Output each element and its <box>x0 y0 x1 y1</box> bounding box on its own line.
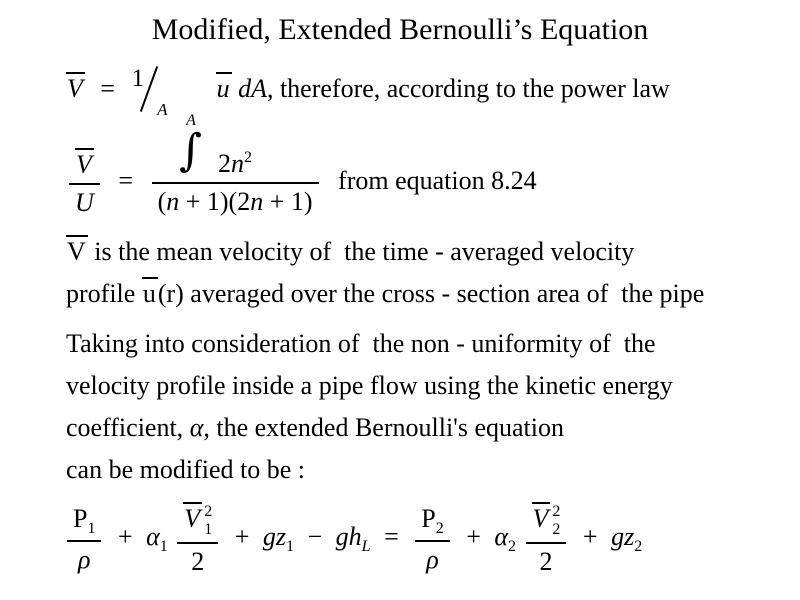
n-symbol: n <box>166 186 180 216</box>
paragraph-text: can be modified to be : <box>66 455 305 484</box>
power-law-fraction <box>152 149 319 217</box>
extended-bernoulli-equation <box>64 502 642 577</box>
fraction-numerator <box>415 504 449 542</box>
density-symbol: ρ <box>77 544 91 574</box>
fraction-denominator: 2 <box>191 546 205 576</box>
fraction-numerator <box>152 149 319 184</box>
pressure-symbol: P <box>421 503 436 533</box>
paragraph-text: Taking into consideration of the non - uniformity of the <box>66 329 656 358</box>
n-symbol: n <box>250 186 264 216</box>
minus-sign: − <box>307 522 323 552</box>
fraction-denominator: A <box>157 100 168 119</box>
paragraph-line <box>66 273 790 315</box>
gz-term-2: gz <box>611 522 635 552</box>
coefficient: 2 <box>218 149 232 178</box>
alpha-coefficient-2: α <box>494 522 509 552</box>
integral-lower-limit: A <box>186 112 196 129</box>
equation-note: from equation 8.24 <box>338 165 537 195</box>
fraction-numerator: 1 <box>131 65 145 92</box>
v-bar-symbol: V <box>184 504 201 533</box>
subscript: 2 <box>508 538 517 556</box>
differential-term: dA <box>238 73 267 103</box>
slide-title: Modified, Extended Bernoulli’s Equation <box>151 13 649 46</box>
plus-sign: + <box>582 522 598 552</box>
power-law-equation <box>66 148 537 218</box>
paren: + 1) <box>263 186 313 216</box>
sup-sub-stack <box>552 503 560 538</box>
gz-term-1: gz <box>262 522 286 552</box>
alpha-paragraph <box>66 323 766 491</box>
subscript: 1 <box>87 519 96 537</box>
fraction-numerator <box>177 502 218 544</box>
density-symbol: ρ <box>426 544 439 574</box>
v-bar-symbol: V <box>67 237 86 266</box>
pressure-symbol: P <box>73 503 88 533</box>
fraction-denominator <box>152 184 319 217</box>
subscript: L <box>361 538 371 556</box>
equation-note: , therefore, according to the power law <box>266 73 670 103</box>
equals-sign: = <box>384 522 399 552</box>
fraction-denominator: 2 <box>539 546 553 576</box>
plus-sign: + <box>466 522 481 552</box>
equals-sign: = <box>118 165 134 195</box>
equals-sign: = <box>100 73 116 103</box>
u-bar-symbol: u <box>142 279 156 308</box>
fraction-denominator: U <box>75 187 94 217</box>
kinetic-energy-fraction-1 <box>177 502 218 577</box>
paragraph-text: velocity profile inside a pipe flow using the kinetic energy <box>66 371 673 400</box>
subscript: 2 <box>552 521 561 539</box>
fraction-numerator <box>67 504 101 542</box>
pressure-fraction-2 <box>415 504 449 575</box>
head-loss-term: gh <box>335 522 362 552</box>
pressure-fraction-1 <box>67 504 101 575</box>
paragraph-text: , the extended Bernoulli's equation <box>203 413 564 442</box>
n-symbol: n <box>231 149 245 178</box>
velocity-ratio-fraction <box>69 148 100 218</box>
v-bar-symbol: V <box>532 504 549 533</box>
paragraph-text: (r) averaged over the cross - section area of the pipe <box>157 279 705 308</box>
subscript: 1 <box>159 538 168 556</box>
fraction-numerator <box>69 148 100 185</box>
mean-velocity-paragraph <box>66 231 790 315</box>
v-bar-symbol: V <box>67 73 83 103</box>
subscript: 1 <box>285 538 294 556</box>
alpha-coefficient-1: α <box>146 522 160 552</box>
paragraph-text: profile <box>66 279 142 308</box>
one-over-area-fraction <box>131 65 168 119</box>
subscript: 1 <box>204 521 213 539</box>
u-bar-symbol: u <box>216 73 230 103</box>
mean-velocity-equation <box>66 65 670 176</box>
paragraph-line <box>66 323 766 365</box>
subscript: 2 <box>634 538 643 556</box>
subscript: 2 <box>435 519 444 537</box>
kinetic-energy-fraction-2 <box>526 502 567 577</box>
plus-sign: + <box>117 522 133 552</box>
exponent: 2 <box>244 149 253 166</box>
paragraph-text: is the mean velocity of the time - averaged velocity <box>87 237 635 266</box>
paragraph-line <box>66 449 766 491</box>
paren: + 1)(2 <box>179 186 251 216</box>
exponent: 2 <box>552 503 561 521</box>
exponent: 2 <box>204 503 213 521</box>
v-bar-symbol: V <box>76 150 92 179</box>
paragraph-text: coefficient, <box>66 413 190 442</box>
paren: ( <box>157 186 167 216</box>
paragraph-line <box>66 365 766 407</box>
area-integral <box>179 68 202 176</box>
sup-sub-stack <box>204 503 212 538</box>
paragraph-line <box>66 231 790 273</box>
plus-sign: + <box>234 522 250 552</box>
paragraph-line <box>66 407 766 449</box>
integral-icon: ∫ <box>179 125 202 176</box>
fraction-numerator <box>526 502 567 544</box>
alpha-symbol: α <box>189 413 204 442</box>
